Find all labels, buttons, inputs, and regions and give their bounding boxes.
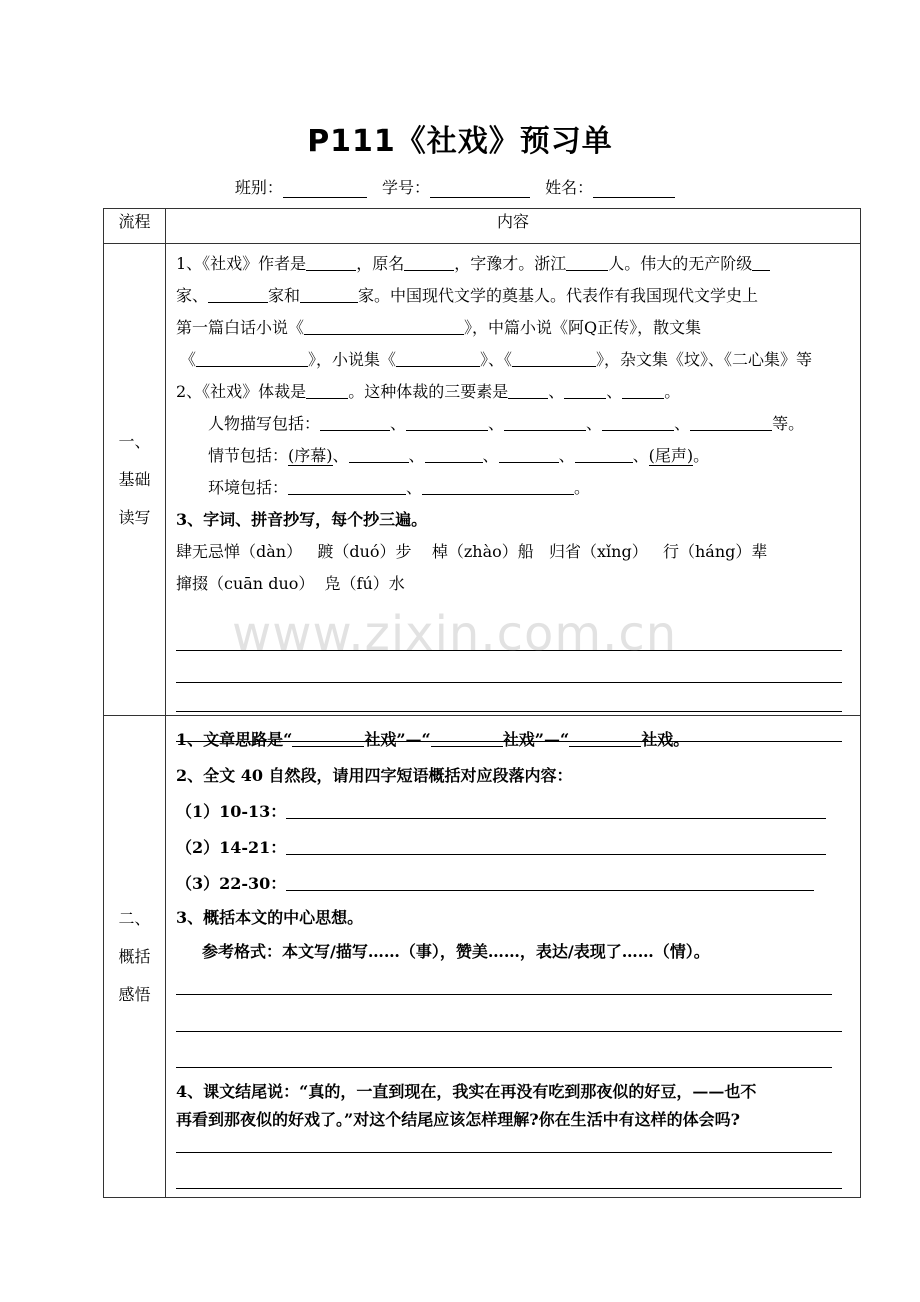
q3-title: 3、字词、拼音抄写，每个抄三遍。 [176, 510, 428, 529]
q1-line1: 1、《社戏》作者是 ，原名 ，字豫才。浙江 人。伟大的无产阶级 [166, 248, 860, 280]
worksheet-table [103, 208, 861, 1198]
answer-line-2[interactable] [176, 1031, 842, 1032]
student-info [0, 175, 920, 198]
page-title: P111《社戏》预习单 [307, 124, 613, 159]
number-label: 学号： [381, 178, 430, 197]
s2-q2-item1: （1）10-13： [166, 794, 860, 830]
q3-words1: 肆无忌惮（dàn） 踱（duó）步 棹（zhào）船 归省（xǐng） 行（háng）辈 [176, 542, 768, 561]
s2-q3-format: 参考格式：本文写/描写……（事），赞美……，表达/表现了……（情）。 [202, 942, 710, 961]
q2-plot: 情节包括：(序幕)、 、 、 、 、(尾声)。 [208, 446, 710, 465]
answer-line-1[interactable] [176, 994, 832, 995]
copy-line-3[interactable] [176, 711, 842, 712]
q2-line1: 2、《社戏》体裁是 。这种体裁的三要素是 、 、 。 [176, 382, 681, 401]
copy-line-2[interactable] [176, 682, 842, 683]
s2-q4: 4、课文结尾说：“真的，一直到现在，我实在再没有吃到那夜似的好豆，——也不 再看到那夜似的好戏了。”对这个结尾应该怎样理解?你在生活中有这样的体会吗? [176, 1082, 757, 1129]
class-blank[interactable] [283, 179, 367, 198]
section2-content [166, 716, 861, 1198]
s2-q2-item2: （2）14-21： [166, 830, 860, 866]
header-content: 内容 [166, 209, 861, 244]
q3-words2: 撺掇（cuān duo） 凫（fú）水 [176, 574, 405, 593]
name-blank[interactable] [593, 179, 675, 198]
s2-q1: 1、文章思路是“ 社戏”—“ 社戏”—“ 社戏。 [176, 730, 690, 749]
watermark: www.zixin.com.cn [232, 606, 678, 662]
s2-q2-title: 2、全文 40 自然段，请用四字短语概括对应段落内容： [176, 766, 573, 785]
s2-q3-title: 3、概括本文的中心思想。 [176, 908, 364, 927]
q1-line4: 《 》，小说集《 》、《 》，杂文集《坟》、《二心集》等 [180, 350, 813, 369]
q2-characters: 人物描写包括： 、 、 、 、 等。 [208, 414, 805, 433]
header-process: 流程 [104, 209, 166, 244]
name-label: 姓名： [545, 178, 594, 197]
q1-line3: 第一篇白话小说《 》，中篇小说《阿Q正传》，散文集 [176, 318, 702, 337]
answer-line-3[interactable] [176, 1067, 832, 1068]
number-blank[interactable] [430, 179, 530, 198]
answer-line-4[interactable] [176, 1152, 832, 1153]
q1-line2: 家、 家和 家。中国现代文学的奠基人。代表作有我国现代文学史上 [176, 286, 759, 305]
section2-label: 二、 概括 感悟 [104, 716, 166, 1198]
q2-environment: 环境包括： 、 。 [208, 478, 591, 497]
s2-q2-item3: （3）22-30： [166, 866, 860, 902]
class-label: 班别： [234, 178, 283, 197]
section1-label: 一、 基础 读写 [104, 244, 166, 716]
answer-line-5[interactable] [176, 1188, 842, 1189]
